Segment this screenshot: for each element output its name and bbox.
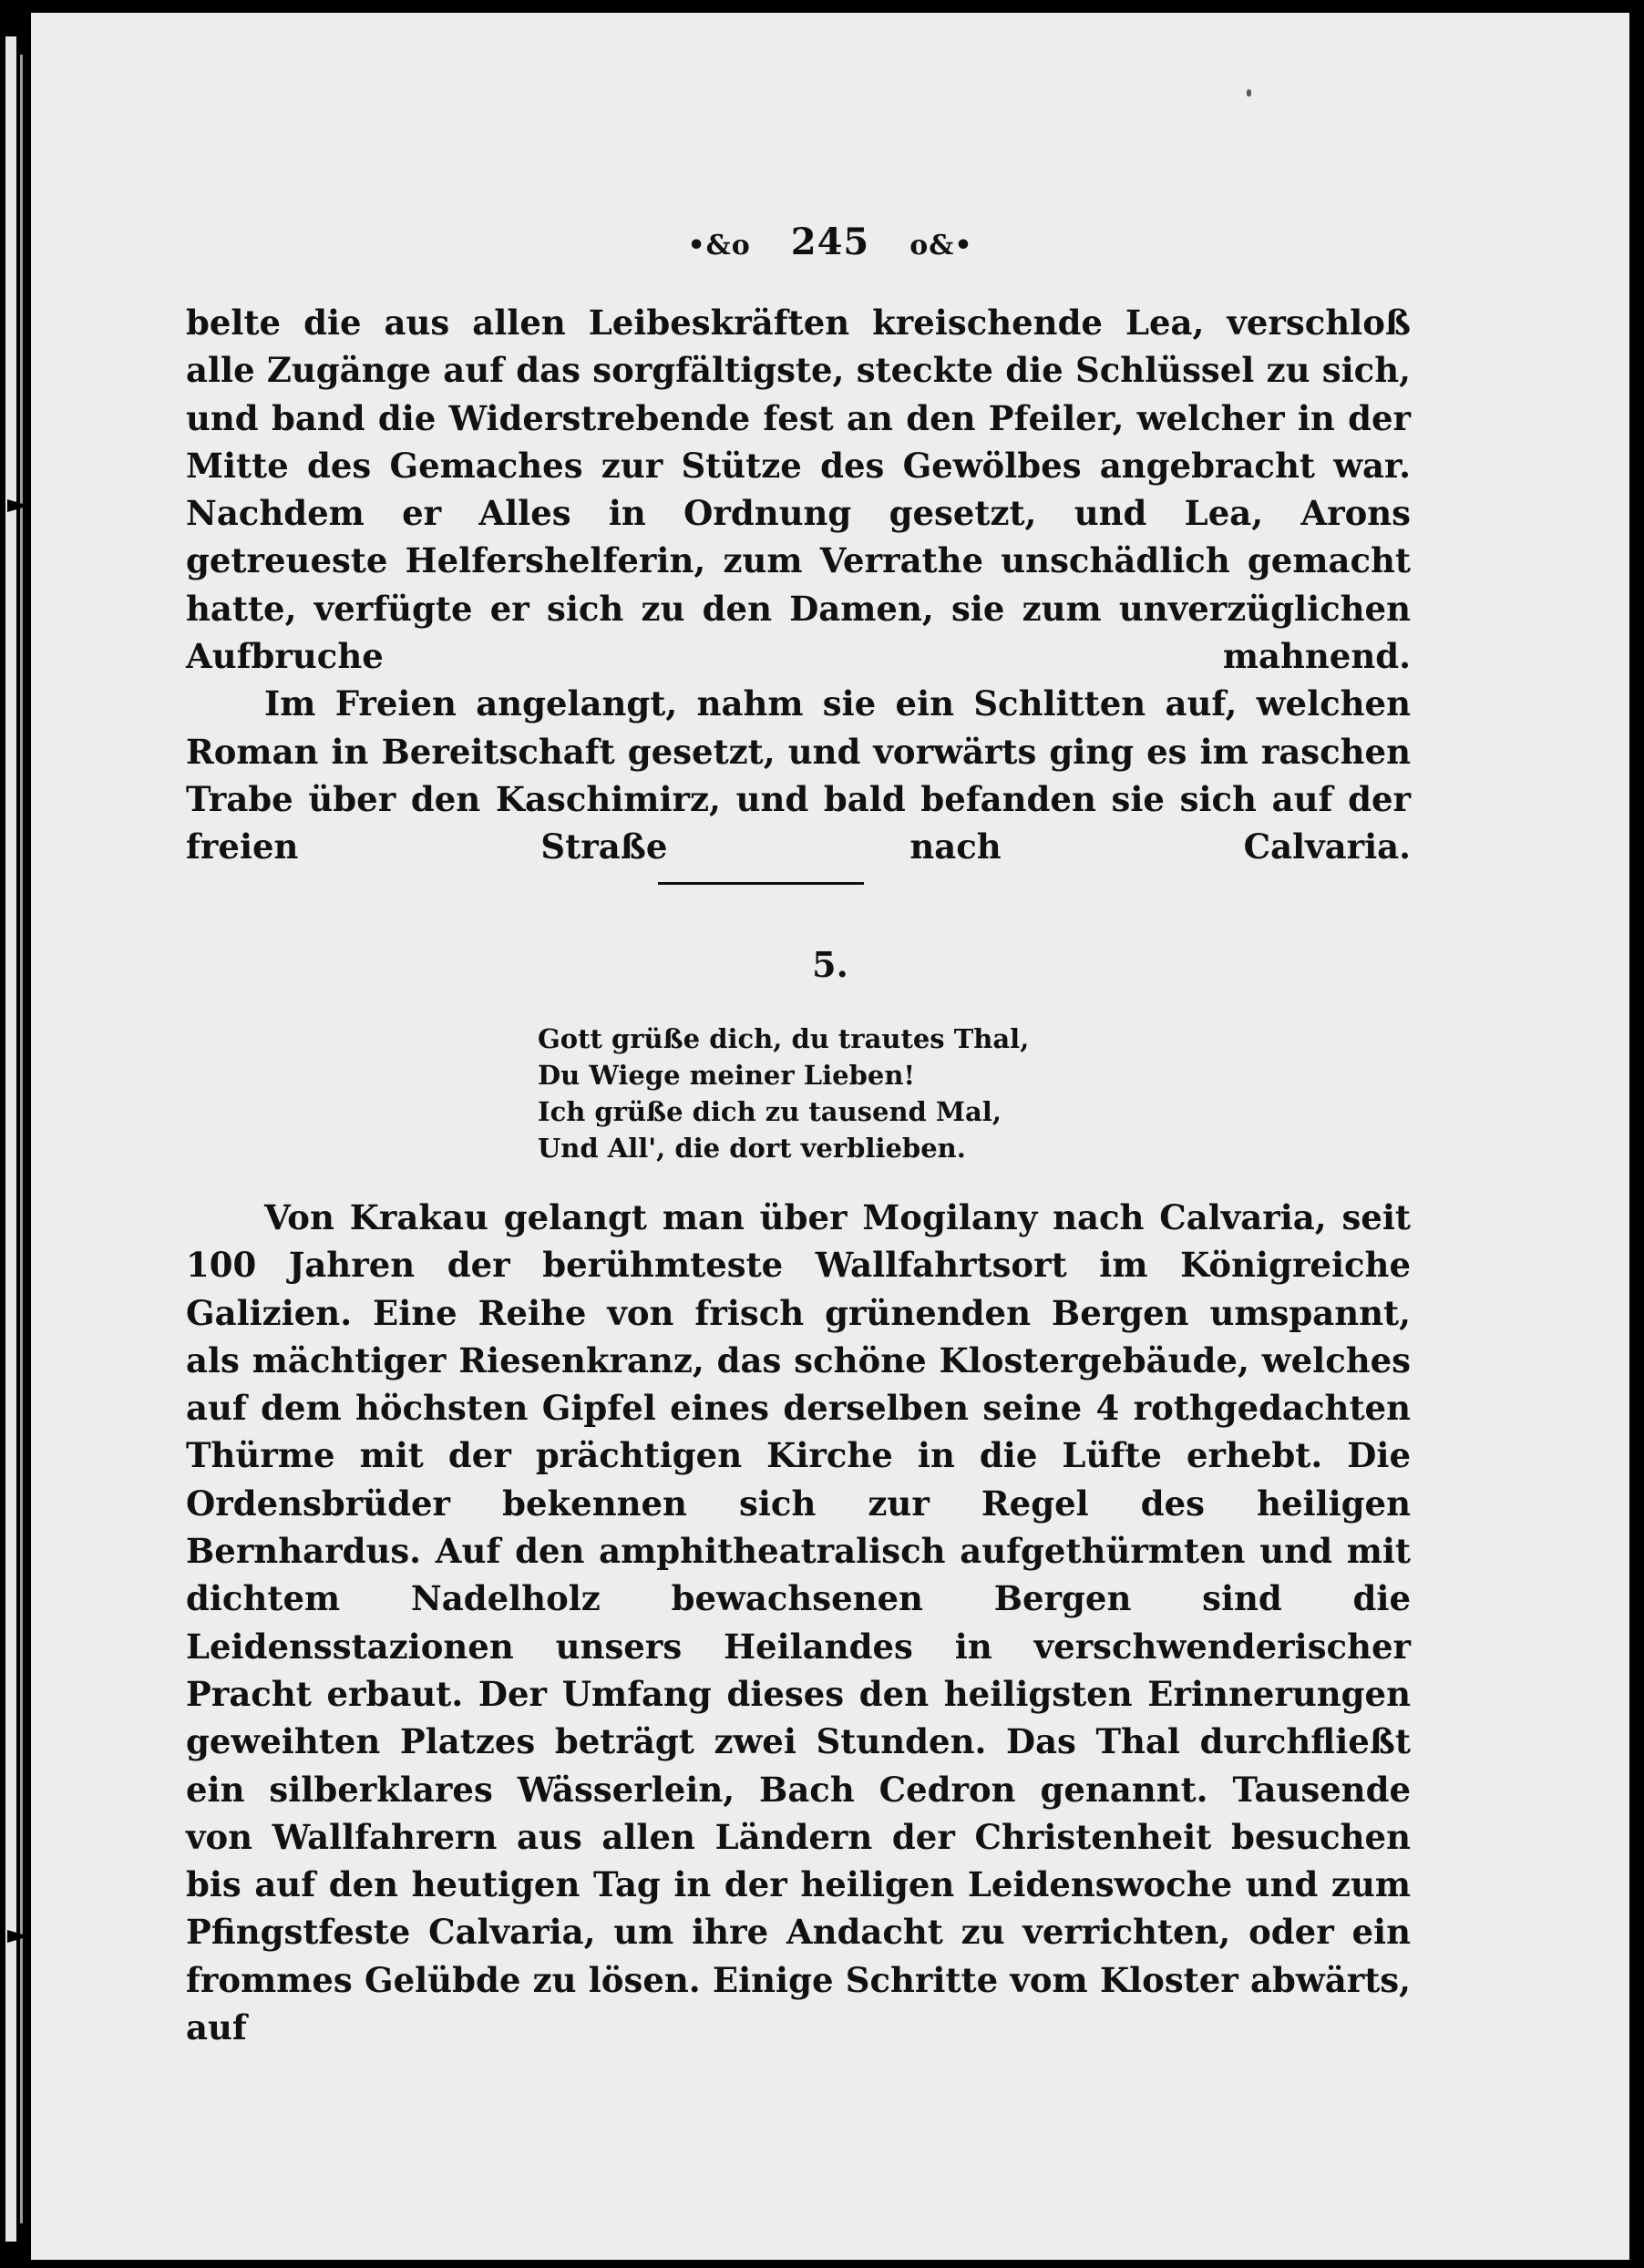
poem-line: Gott grüße dich, du trautes Thal, <box>538 1023 1030 1054</box>
poem-line: Und All', die dort verblieben. <box>538 1133 966 1164</box>
gutter-line <box>20 55 23 2223</box>
ink-speck <box>1247 89 1251 97</box>
calvaria-text-block <box>186 1194 1411 2051</box>
paragraph-journey: Im Freien angelangt, nahm sie ein Schlitten auf, welchen Roman in Bereitschaft gesetzt, und vorwärts ging es im raschen Trabe über den Kaschimirz, und bald befanden sie sich auf der freien Straße nach Calvaria. <box>186 683 1411 867</box>
paragraph-continuation: belte die aus allen Leibeskräften kreischende Lea, verschloß alle Zugänge auf das sorgfältigste, steckte die Schlüssel zu sich, und band die Widerstrebende fest an den Pfeiler, welcher in der Mitte des Gemaches zur Stütze des Gewölbes angebracht war. Nachdem er Alles in Ordnung gesetzt, und Lea, Arons getreueste Helfershelferin, zum Verrathe unschädlich gemacht hatte, verfügte er sich zu den Damen, sie zum unverzüglichen Aufbruche mahnend. <box>186 303 1411 677</box>
ornament-left: •&o <box>687 230 751 262</box>
book-page <box>31 13 1629 2260</box>
poem-line: Du Wiege meiner Lieben! <box>538 1060 916 1091</box>
poem-line: Ich grüße dich zu tausend Mal, <box>538 1096 1002 1127</box>
section-number: 5. <box>812 944 848 985</box>
section-divider <box>658 882 864 885</box>
margin-tick-mark <box>7 1930 29 1943</box>
ornament-right: o&• <box>909 230 973 262</box>
top-text-block <box>186 299 1411 871</box>
page-number: 245 <box>790 221 870 263</box>
page-gutter <box>0 0 31 2268</box>
epigraph-poem <box>538 1021 1029 1166</box>
gutter-strip <box>5 36 16 2242</box>
page-header <box>31 221 1629 263</box>
paragraph-calvaria: Von Krakau gelangt man über Mogilany nach Calvaria, seit 100 Jahren der berühmteste Wallfahrtsort im Königreiche Galizien. Eine Reihe von frisch grünenden Bergen umspannt, als mächtiger Riesenkranz, das schöne Klostergebäude, welches auf dem höchsten Gipfel eines derselben seine 4 rothgedachten Thürme mit der prächtigen Kirche in die Lüfte erhebt. Die Ordensbrüder bekennen sich zur Regel des heiligen Bernhardus. Auf den amphitheatralisch aufgethürmten und mit dichtem Nadelholz bewachsenen Bergen sind die Leidensstazionen unsers Heilandes in verschwenderischer Pracht erbaut. Der Umfang dieses den heiligsten Erinnerungen geweihten Platzes beträgt zwei Stunden. Das Thal durchfließt ein silberklares Wässerlein, Bach Cedron genannt. Tausende von Wallfahrern aus allen Ländern der Christenheit besuchen bis auf den heutigen Tag in der heiligen Leidenswoche und zum Pfingstfeste Calvaria, um ihre Andacht zu verrichten, oder ein frommes Gelübde zu lösen. Einige Schritte vom Kloster abwärts, auf <box>186 1197 1411 2048</box>
margin-tick-mark <box>7 499 29 512</box>
